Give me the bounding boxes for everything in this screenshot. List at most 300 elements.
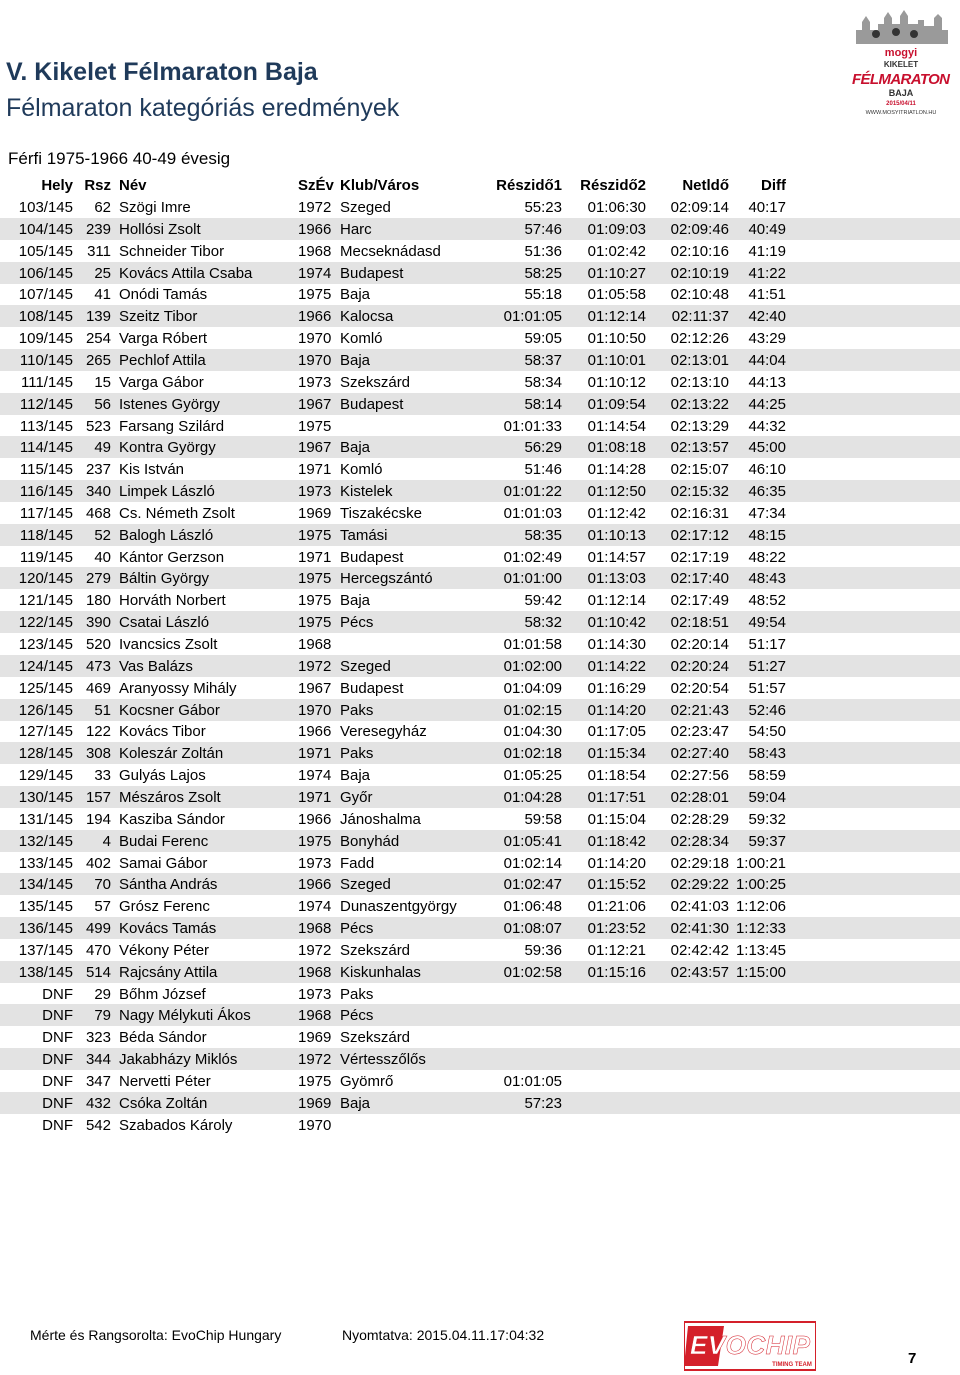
cell-rsz: 347 <box>85 1073 111 1090</box>
cell-klub: Jánoshalma <box>340 810 421 828</box>
cell-szev: 1966 <box>298 308 332 326</box>
cell-hely: DNF <box>42 1007 73 1025</box>
cell-netido: 02:41:30 <box>670 920 729 938</box>
cell-klub: Paks <box>340 985 374 1003</box>
cell-diff: 43:29 <box>748 330 786 348</box>
col-netido: Netldő <box>682 177 729 194</box>
cell-klub: Pécs <box>340 920 374 938</box>
cell-szev: 1975 <box>298 526 332 544</box>
cell-reszido1: 58:14 <box>524 395 562 413</box>
table-row <box>0 983 960 1005</box>
cell-reszido1: 51:46 <box>524 461 562 479</box>
cell-netido: 02:12:26 <box>670 330 729 348</box>
cell-szev: 1973 <box>298 985 332 1003</box>
cell-hely: 106/145 <box>18 264 73 282</box>
evochip-logo <box>684 1320 816 1372</box>
cell-netido: 02:13:29 <box>670 417 729 435</box>
cell-szev: 1971 <box>298 461 332 479</box>
cell-rsz: 56 <box>94 395 111 413</box>
cell-reszido1: 59:05 <box>524 330 562 348</box>
cell-reszido1: 51:36 <box>524 242 562 260</box>
logo-line1: mogyi <box>884 47 918 59</box>
col-diff: Diff <box>761 177 786 194</box>
cell-rsz: 139 <box>85 308 111 326</box>
cell-reszido2: 01:14:20 <box>587 701 646 719</box>
cell-netido: 02:17:19 <box>670 548 729 566</box>
cell-rsz: 180 <box>85 592 111 610</box>
cell-rsz: 25 <box>94 264 111 282</box>
cell-hely: 138/145 <box>18 963 73 981</box>
table-row <box>0 1092 960 1114</box>
cell-klub: Komló <box>340 330 383 348</box>
cell-diff: 1:00:21 <box>735 854 786 872</box>
cell-netido: 02:23:47 <box>670 723 729 741</box>
cell-hely: 113/145 <box>19 417 73 435</box>
cell-hely: 126/145 <box>18 701 73 719</box>
table-row <box>0 742 960 764</box>
cell-diff: 44:13 <box>748 373 786 391</box>
cell-reszido2: 01:12:50 <box>587 483 646 501</box>
cell-szev: 1968 <box>298 636 332 653</box>
cell-nev: Báltin György <box>119 570 210 588</box>
cell-nev: Szeitz Tibor <box>119 308 198 326</box>
logo-line6: WWW.MOSYITRIATLON.HU <box>865 110 937 116</box>
cell-nev: Koleszár Zoltán <box>119 745 224 763</box>
logo-line4: BAJA <box>888 88 914 98</box>
cell-nev: Hollósi Zsolt <box>119 220 201 238</box>
table-row <box>0 589 960 611</box>
cell-szev: 1975 <box>298 1073 332 1090</box>
cell-reszido1: 01:02:47 <box>503 876 562 894</box>
page-number: 7 <box>908 1350 917 1367</box>
cell-diff: 48:15 <box>748 526 786 544</box>
cell-reszido2: 01:14:30 <box>587 636 646 653</box>
cell-klub: Tamási <box>340 526 388 544</box>
cell-diff: 48:22 <box>748 548 786 566</box>
cell-klub: Hercegszántó <box>340 570 433 588</box>
cell-netido: 02:42:42 <box>670 941 729 959</box>
cell-hely: 112/145 <box>19 395 73 413</box>
cell-nev: Horváth Norbert <box>119 592 226 610</box>
cell-klub: Baja <box>340 286 371 304</box>
cell-klub: Szekszárd <box>340 1029 411 1047</box>
cell-reszido2: 01:13:03 <box>587 570 646 588</box>
cell-diff: 48:52 <box>748 592 786 610</box>
cell-klub: Szeged <box>340 876 391 894</box>
cell-rsz: 542 <box>85 1116 111 1134</box>
table-row <box>0 1026 960 1048</box>
footer-timing-credit: Mérte és Rangsorolta: EvoChip Hungary <box>30 1327 282 1343</box>
cell-szev: 1970 <box>298 351 332 369</box>
cell-klub: Budapest <box>340 264 404 282</box>
cell-reszido1: 01:02:58 <box>503 963 562 981</box>
cell-klub: Szekszárd <box>340 373 411 391</box>
cell-rsz: 157 <box>85 788 111 806</box>
cell-klub: Baja <box>340 351 371 369</box>
cell-reszido2: 01:17:51 <box>587 788 646 806</box>
cell-reszido1: 55:18 <box>524 286 562 304</box>
cell-klub: Veresegyház <box>340 723 427 741</box>
table-row <box>0 196 960 218</box>
cell-hely: DNF <box>42 985 73 1003</box>
col-klub: Klub/Város <box>340 177 420 194</box>
table-row <box>0 371 960 393</box>
table-row <box>0 633 960 655</box>
cell-reszido1: 58:32 <box>524 614 562 632</box>
cell-netido: 02:17:12 <box>670 526 729 544</box>
cell-netido: 02:18:51 <box>670 614 729 632</box>
table-row <box>0 699 960 721</box>
cell-reszido1: 59:42 <box>524 592 562 610</box>
cell-reszido1: 01:05:41 <box>503 832 562 850</box>
cell-szev: 1969 <box>298 504 332 522</box>
cell-diff: 46:10 <box>748 461 786 479</box>
cell-szev: 1973 <box>298 854 332 872</box>
cell-szev: 1968 <box>298 963 332 981</box>
cell-netido: 02:13:22 <box>670 395 729 413</box>
table-row <box>0 895 960 917</box>
cell-netido: 02:20:24 <box>670 657 729 675</box>
cell-klub: Vértesszőlős <box>340 1051 426 1069</box>
cell-diff: 48:43 <box>748 570 786 588</box>
cell-hely: 135/145 <box>18 898 73 916</box>
cell-hely: 105/145 <box>18 242 73 260</box>
cell-reszido2: 01:18:42 <box>587 832 646 850</box>
cell-nev: Onódi Tamás <box>119 286 208 304</box>
cell-klub: Pécs <box>340 614 374 632</box>
cell-hely: 132/145 <box>18 832 73 850</box>
cell-rsz: 470 <box>85 941 111 959</box>
cell-nev: Rajcsány Attila <box>119 963 218 981</box>
cell-klub: Paks <box>340 745 374 763</box>
cell-szev: 1966 <box>298 876 332 894</box>
cell-hely: 114/145 <box>19 439 73 457</box>
cell-rsz: 194 <box>85 810 111 828</box>
table-row <box>0 830 960 852</box>
table-row <box>0 327 960 349</box>
cell-reszido2: 01:12:42 <box>587 504 646 522</box>
table-row <box>0 611 960 633</box>
cell-reszido2: 01:17:05 <box>587 723 646 741</box>
cell-diff: 1:00:25 <box>735 876 786 894</box>
cell-reszido2: 01:12:14 <box>587 308 646 326</box>
cell-nev: Balogh László <box>119 526 214 544</box>
cell-szev: 1967 <box>298 395 332 413</box>
cell-diff: 1:12:33 <box>735 920 786 938</box>
cell-nev: Schneider Tibor <box>119 242 225 260</box>
table-row <box>0 1048 960 1070</box>
cell-szev: 1973 <box>298 483 332 501</box>
cell-netido: 02:20:54 <box>670 679 729 697</box>
cell-nev: Istenes György <box>119 395 220 413</box>
cell-reszido1: 01:01:22 <box>503 483 562 501</box>
cell-szev: 1966 <box>298 810 332 828</box>
cell-klub: Dunaszentgyörgy <box>340 898 457 916</box>
cell-netido: 02:17:40 <box>670 570 729 588</box>
cell-hely: 108/145 <box>18 308 73 326</box>
cell-hely: 103/145 <box>18 199 73 216</box>
cell-rsz: 402 <box>85 854 111 872</box>
col-rsz: Rsz <box>84 177 111 194</box>
cell-klub: Fadd <box>340 854 375 872</box>
cell-diff: 58:43 <box>748 745 786 763</box>
cell-nev: Nervetti Péter <box>119 1073 211 1090</box>
table-row <box>0 458 960 480</box>
event-title: V. Kikelet Félmaraton Baja <box>6 58 318 86</box>
cell-reszido1: 01:01:05 <box>503 308 562 326</box>
cell-rsz: 469 <box>85 679 111 697</box>
table-row <box>0 262 960 284</box>
cell-szev: 1975 <box>298 570 332 588</box>
table-row <box>0 218 960 240</box>
table-row <box>0 524 960 546</box>
cell-szev: 1967 <box>298 679 332 697</box>
cell-reszido2: 01:08:18 <box>587 439 646 457</box>
cell-szev: 1972 <box>298 199 332 216</box>
cell-reszido2: 01:10:13 <box>587 526 646 544</box>
cell-hely: 115/145 <box>19 461 73 479</box>
cell-rsz: 432 <box>85 1094 111 1112</box>
cell-hely: DNF <box>42 1051 73 1069</box>
table-row <box>0 480 960 502</box>
cell-reszido2: 01:10:01 <box>587 351 646 369</box>
cell-netido: 02:10:16 <box>670 242 729 260</box>
cell-hely: 118/145 <box>19 526 73 544</box>
cell-rsz: 340 <box>85 483 111 501</box>
cell-netido: 02:09:46 <box>670 220 729 238</box>
cell-netido: 02:27:56 <box>670 767 729 785</box>
cell-reszido1: 01:04:09 <box>503 679 562 697</box>
table-row <box>0 415 960 437</box>
cell-hely: DNF <box>42 1116 73 1134</box>
cell-hely: DNF <box>42 1029 73 1047</box>
cell-reszido1: 55:23 <box>524 199 562 216</box>
cell-netido: 02:09:14 <box>670 199 729 216</box>
cell-reszido1: 01:06:48 <box>503 898 562 916</box>
cell-reszido2: 01:21:06 <box>587 898 646 916</box>
cell-klub: Baja <box>340 767 371 785</box>
cell-klub: Baja <box>340 592 371 610</box>
table-row <box>0 1070 960 1092</box>
cell-nev: Kántor Gerzson <box>119 548 225 566</box>
cell-diff: 59:32 <box>748 810 786 828</box>
cell-szev: 1966 <box>298 220 332 238</box>
cell-diff: 41:22 <box>748 264 786 282</box>
cell-reszido2: 01:14:22 <box>587 657 646 675</box>
table-row <box>0 283 960 305</box>
cell-klub: Mecseknádasd <box>340 242 441 260</box>
cell-nev: Szögi Imre <box>119 199 191 216</box>
cell-szev: 1975 <box>298 417 332 435</box>
cell-reszido1: 01:01:03 <box>503 504 562 522</box>
cell-reszido1: 58:34 <box>524 373 562 391</box>
page-subtitle: Félmaraton kategóriás eredmények <box>6 94 400 122</box>
cell-hely: DNF <box>42 1094 73 1112</box>
table-row <box>0 873 960 895</box>
cell-rsz: 308 <box>85 745 111 763</box>
cell-szev: 1967 <box>298 439 332 457</box>
logo-line3: FÉLMARATON <box>852 71 950 88</box>
table-row <box>0 655 960 677</box>
cell-reszido1: 01:04:30 <box>503 723 562 741</box>
cell-szev: 1969 <box>298 1029 332 1047</box>
cell-netido: 02:20:14 <box>670 636 729 653</box>
cell-szev: 1971 <box>298 788 332 806</box>
cell-klub: Szeged <box>340 657 391 675</box>
cell-diff: 47:34 <box>748 504 786 522</box>
cell-diff: 44:04 <box>748 351 786 369</box>
table-row <box>0 502 960 524</box>
cell-reszido2: 01:10:50 <box>587 330 646 348</box>
cell-reszido2: 01:10:12 <box>587 373 646 391</box>
cell-rsz: 279 <box>85 570 111 588</box>
table-row <box>0 436 960 458</box>
cell-diff: 49:54 <box>748 614 786 632</box>
cell-diff: 59:37 <box>748 832 786 850</box>
cell-klub: Komló <box>340 461 383 479</box>
cell-rsz: 390 <box>85 614 111 632</box>
cell-rsz: 468 <box>85 504 111 522</box>
cell-diff: 45:00 <box>748 439 786 457</box>
cell-reszido2: 01:15:34 <box>587 745 646 763</box>
cell-diff: 41:19 <box>748 242 786 260</box>
table-row <box>0 567 960 589</box>
cell-diff: 58:59 <box>748 767 786 785</box>
cell-rsz: 473 <box>85 657 111 675</box>
col-reszido1: Részidő1 <box>496 177 562 194</box>
cell-reszido1: 58:35 <box>524 526 562 544</box>
table-row <box>0 961 960 983</box>
cell-netido: 02:13:10 <box>670 373 729 391</box>
cell-netido: 02:17:49 <box>670 592 729 610</box>
cell-netido: 02:10:19 <box>670 264 729 282</box>
cell-klub: Kiskunhalas <box>340 963 421 981</box>
cell-rsz: 265 <box>85 351 111 369</box>
cell-rsz: 323 <box>85 1029 111 1047</box>
cell-diff: 1:15:00 <box>735 963 786 981</box>
cell-szev: 1974 <box>298 767 332 785</box>
cell-nev: Varga Gábor <box>119 373 204 391</box>
cell-klub: Szekszárd <box>340 941 411 959</box>
cell-netido: 02:28:29 <box>670 810 729 828</box>
cell-nev: Grósz Ferenc <box>119 898 210 916</box>
event-logo <box>848 4 954 116</box>
cell-reszido2: 01:06:30 <box>587 199 646 216</box>
cell-rsz: 52 <box>94 526 111 544</box>
cell-nev: Cs. Németh Zsolt <box>119 504 235 522</box>
cell-reszido2: 01:16:29 <box>587 679 646 697</box>
cell-rsz: 499 <box>85 920 111 938</box>
cell-hely: 134/145 <box>18 876 73 894</box>
cell-reszido1: 58:25 <box>524 264 562 282</box>
cell-nev: Kasziba Sándor <box>119 810 225 828</box>
cell-reszido2: 01:14:20 <box>587 854 646 872</box>
cell-klub: Paks <box>340 701 374 719</box>
cell-reszido2: 01:15:16 <box>587 963 646 981</box>
cell-rsz: 254 <box>85 330 111 348</box>
cell-szev: 1975 <box>298 614 332 632</box>
cell-reszido1: 56:29 <box>524 439 562 457</box>
cell-nev: Szabados Károly <box>119 1116 233 1134</box>
cell-rsz: 41 <box>94 286 111 304</box>
cell-klub: Baja <box>340 1094 371 1112</box>
cell-reszido1: 58:37 <box>524 351 562 369</box>
cell-klub: Bonyhád <box>340 832 400 850</box>
cell-netido: 02:21:43 <box>670 701 729 719</box>
cell-rsz: 122 <box>85 723 111 741</box>
cell-nev: Vas Balázs <box>119 657 193 675</box>
cell-diff: 54:50 <box>748 723 786 741</box>
cell-rsz: 344 <box>85 1051 111 1069</box>
table-row <box>0 1004 960 1026</box>
col-szev: SzÉv <box>298 177 334 194</box>
cell-hely: 107/145 <box>18 286 73 304</box>
cell-diff: 59:04 <box>748 788 786 806</box>
cell-nev: Farsang Szilárd <box>119 417 225 435</box>
cell-rsz: 523 <box>85 417 111 435</box>
cell-reszido2: 01:09:03 <box>587 220 646 238</box>
cell-nev: Limpek László <box>119 483 215 501</box>
cell-hely: DNF <box>42 1073 73 1090</box>
cell-rsz: 33 <box>94 767 111 785</box>
cell-nev: Aranyossy Mihály <box>119 679 237 697</box>
cell-reszido2: 01:10:42 <box>587 614 646 632</box>
cell-reszido1: 01:08:07 <box>503 920 562 938</box>
cell-hely: 104/145 <box>18 220 73 238</box>
cell-netido: 02:29:22 <box>670 876 729 894</box>
cell-reszido2: 01:09:54 <box>587 395 646 413</box>
cell-reszido1: 57:46 <box>524 220 562 238</box>
cell-reszido2: 01:23:52 <box>587 920 646 938</box>
cell-szev: 1972 <box>298 941 332 959</box>
cell-reszido1: 01:02:00 <box>503 657 562 675</box>
cell-hely: 136/145 <box>18 920 73 938</box>
cell-klub: Budapest <box>340 548 404 566</box>
cell-netido: 02:15:32 <box>670 483 729 501</box>
cell-diff: 51:27 <box>748 657 786 675</box>
cell-szev: 1974 <box>298 264 332 282</box>
cell-rsz: 4 <box>102 832 111 850</box>
cell-netido: 02:16:31 <box>670 504 729 522</box>
cell-nev: Csatai László <box>119 614 210 632</box>
cell-szev: 1975 <box>298 832 332 850</box>
table-row <box>0 349 960 371</box>
cell-hely: 137/145 <box>18 941 73 959</box>
cell-netido: 02:15:07 <box>670 461 729 479</box>
table-header <box>0 174 960 196</box>
cell-netido: 02:28:01 <box>670 788 729 806</box>
cell-nev: Kovács Tibor <box>119 723 206 741</box>
cell-reszido1: 01:02:15 <box>503 701 562 719</box>
cell-rsz: 79 <box>94 1007 111 1025</box>
cell-hely: 117/145 <box>19 504 73 522</box>
cell-nev: Kocsner Gábor <box>119 701 220 719</box>
cell-hely: 116/145 <box>19 483 73 501</box>
cell-diff: 1:12:06 <box>735 898 786 916</box>
cell-szev: 1968 <box>298 920 332 938</box>
table-row <box>0 393 960 415</box>
cell-hely: 125/145 <box>18 679 73 697</box>
cell-nev: Budai Ferenc <box>119 832 209 850</box>
cell-netido: 02:41:03 <box>670 898 729 916</box>
cell-klub: Baja <box>340 439 371 457</box>
cell-netido: 02:29:18 <box>670 854 729 872</box>
cell-reszido2: 01:05:58 <box>587 286 646 304</box>
cell-klub: Kalocsa <box>340 308 394 326</box>
cell-diff: 40:49 <box>748 220 786 238</box>
cell-rsz: 239 <box>85 220 111 238</box>
category-title: Férfi 1975-1966 40-49 évesig <box>8 149 231 168</box>
